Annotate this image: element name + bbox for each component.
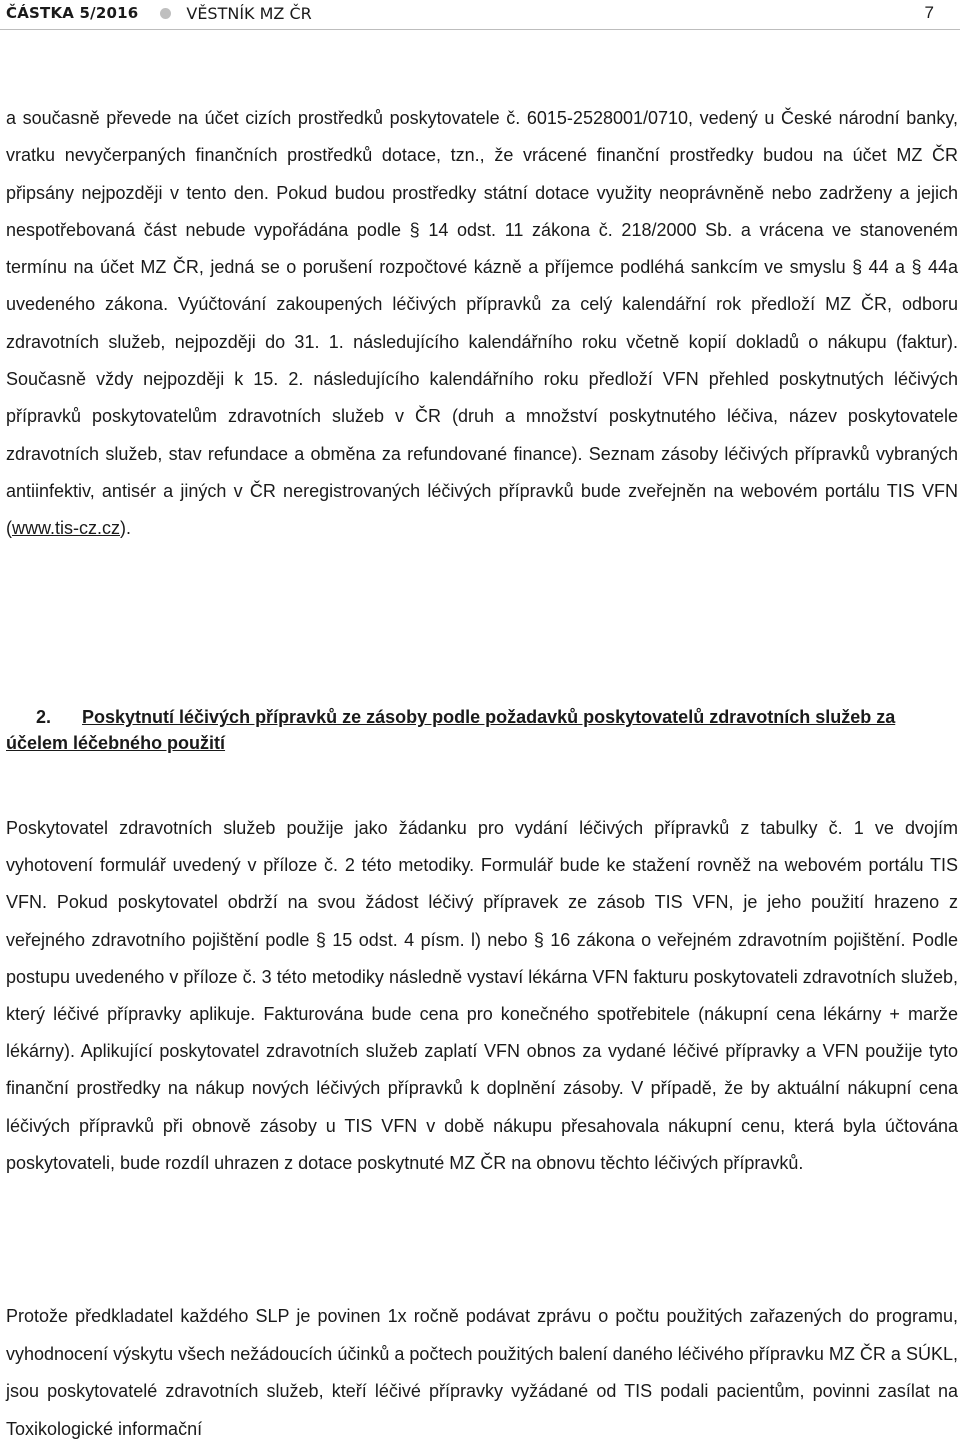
journal-title: VĚSTNÍK MZ ČR [186, 3, 312, 23]
section-title: Poskytnutí léčivých přípravků ze zásoby podle požadavků poskytovatelů zdravotních služeb za účelem léčebného použití [6, 707, 896, 753]
page-header [6, 0, 934, 26]
section-heading [6, 704, 958, 756]
issue-label: ČÁSTKA 5/2016 [6, 4, 139, 22]
paragraph-2: Poskytovatel zdravotních služeb použije jako žádanku pro vydání léčivých přípravků z tabulky č. 1 ve dvojím vyhotovení formulář uvedený v příloze č. 2 této metodiky. Formulář bude ke stažení rovněž na webovém portálu TIS VFN. Pokud poskytovatel obdrží na svou žádost léčivý přípravek ze zásob TIS VFN, je jeho použití hrazeno z veřejného zdravotního pojištění podle § 15 odst. 4 písm. l) nebo § 16 zákona o veřejném zdravotním pojištění. Podle postupu uvedeného v příloze č. 3 této metodiky následně vystaví lékárna VFN fakturu poskytovateli zdravotních služeb, který léčivé přípravky aplikuje. Fakturována bude cena pro konečného spotřebitele (nákupní cena lékárny + marže lékárny). Aplikující poskytovatel zdravotních služeb zaplatí VFN obnos za vydané léčivé přípravky a VFN použije tyto finanční prostředky na nákup nových léčivých přípravků k doplnění zásoby. V případě, že by aktuální nákupní cena léčivých přípravků při obnově zásoby u TIS VFN v době nákupu přesahovala nákupní cenu, která byla účtována poskytovateli, bude rozdíl uhrazen z dotace poskytnuté MZ ČR na obnovu těchto léčivých přípravků. [6, 818, 958, 1173]
paragraph-continuation [6, 100, 958, 548]
paragraph-1-end: ). [120, 518, 131, 539]
section-number: 2. [36, 707, 52, 727]
paragraph-1-text: a současně převede na účet cizích prostředků poskytovatele č. 6015-2528001/0710, vedený u České národní banky, vratku nevyčerpaných finančních prostředků dotace, tzn., že vrácené finanční prostředky budou na účet MZ ČR připsány nejpozději v tento den. Pokud budou prostředky státní dotace využity neoprávněně nebo zadrženy a jejich nespotřebovaná část nebude vypořádána podle § 14 odst. 11 zákona č. 218/2000 Sb. a vrácena ve stanoveném termínu na účet MZ ČR, jedná se o porušení rozpočtové kázně a příjemce podléhá sankcím ve smyslu § 44 a § 44a uvedeného zákona. Vyúčtování zakoupených léčivých přípravků za celý kalendářní rok předloží MZ ČR, odboru zdravotních služeb, nejpozději do 31. 1. následujícího kalendářního roku včetně kopií dokladů o nákupu (faktur). Současně vždy nejpozději k 15. 2. následujícího kalendářního roku předloží VFN přehled poskytnutých léčivých přípravků poskytovatelům zdravotních služeb v ČR (druh a množství poskytnutého léčiva, název poskytovatele zdravotních služeb, stav refundace a obměna za refundované finance). Seznam zásoby léčivých přípravků vybraných antiinfektiv, antisér a jiných v ČR neregistrovaných léčivých přípravků bude zveřejněn na webovém portálu TIS VFN ( [6, 108, 958, 539]
tis-website-link[interactable]: www.tis-cz.cz [12, 518, 120, 539]
header-divider [0, 29, 960, 30]
paragraph-3: Protože předkladatel každého SLP je povinen 1x ročně podávat zprávu o počtu použitých zařazených do programu, vyhodnocení výskytu všech nežádoucích účinků a počtech použitých balení daného léčivého přípravku MZ ČR a SÚKL, jsou poskytovatelé zdravotních služeb, kteří léčivé přípravky vyžádané od TIS podali pacientům, povinni zasílat na Toxikologické informační [6, 1306, 958, 1439]
section-body [6, 810, 958, 1182]
paragraph-1 [6, 100, 958, 548]
section-body-continued [6, 1298, 958, 1448]
bullet-dot-icon [160, 8, 171, 19]
page-number: 7 [924, 3, 934, 22]
